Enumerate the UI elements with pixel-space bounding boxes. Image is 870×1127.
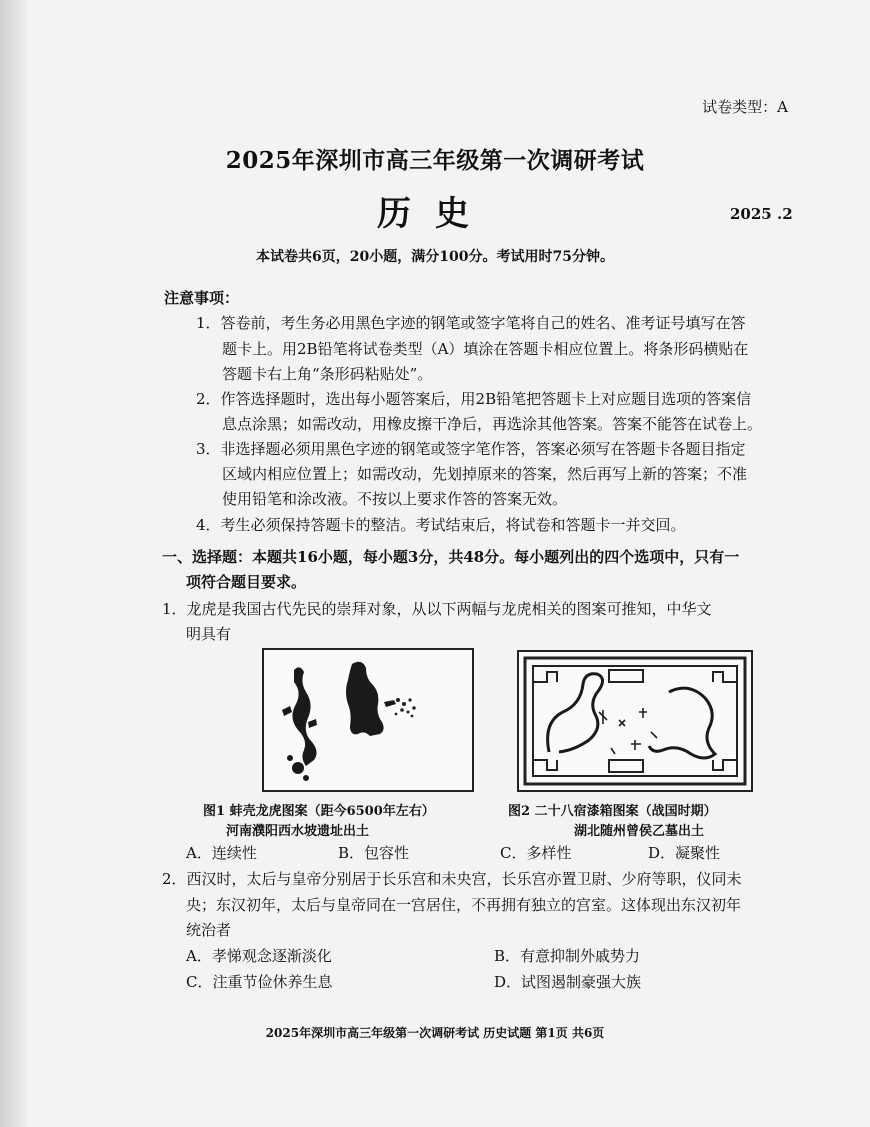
tiger-figure (649, 688, 715, 758)
option-a: A．连续性 (186, 844, 257, 862)
figure-1-source: 河南濮阳西水坡遗址出土 (226, 824, 370, 839)
exam-info: 本试卷共6页，20小题，满分100分。考试用时75分钟。 (256, 249, 614, 265)
option-b: B．包容性 (338, 844, 410, 862)
question-1-stem: 1．龙虎是我国古代先民的崇拜对象，从以下两幅与龙虎相关的图案可推知，中华文 (162, 600, 712, 618)
figure-2-caption: 图2 二十八宿漆箱图案（战国时期） (508, 804, 717, 819)
question-1-stem: 明具有 (186, 625, 232, 643)
option-c: C．多样性 (500, 844, 572, 862)
question-2-stem: 统治者 (186, 921, 232, 939)
notice-line: 题卡上。用2B铅笔将试卷类型（A）填涂在答题卡相应位置上。将条形码横贴在 (222, 340, 749, 358)
option-d: D．试图遏制豪强大族 (494, 973, 642, 991)
notice-line: 区域内相应位置上；如需改动，先划掉原来的答案，然后再写上新的答案；不准 (222, 465, 748, 483)
section-heading: 项符合题目要求。 (186, 573, 307, 591)
subject-title: 历史 (377, 194, 493, 234)
section-heading: 一、选择题：本题共16小题，每小题3分，共48分。每小题列出的四个选项中，只有一 (162, 548, 740, 566)
dragon-shell-pattern (282, 667, 317, 781)
question-2-stem: 央；东汉初年，太后与皇帝同在一宫居住，不再拥有独立的宫室。这体现出东汉初年 (186, 896, 742, 914)
question-2-stem: 2．西汉时，太后与皇帝分别居于长乐宫和未央宫，长乐宫亦置卫尉、少府等职，仪同未 (162, 870, 742, 888)
figure-2-image (517, 650, 753, 792)
shell-scatter (395, 698, 416, 717)
paper-type: 试卷类型：A (702, 98, 788, 116)
dragon-figure (548, 674, 603, 752)
option-a: A．孝悌观念逐渐淡化 (186, 947, 332, 965)
notice-line: 2．作答选择题时，选出每小题答案后，用2B铅笔把答题卡上对应题目选项的答案信 (196, 390, 752, 408)
notice-line: 3．非选择题必须用黑色字迹的钢笔或签字笔作答，答案必须写在答题卡各题目指定 (196, 440, 746, 458)
notice-title: 注意事项： (164, 289, 240, 307)
notice-line: 4．考生必须保持答题卡的整洁。考试结束后，将试卷和答题卡一并交回。 (196, 516, 686, 534)
tiger-shell-pattern (346, 662, 396, 736)
exam-title: 2025年深圳市高三年级第一次调研考试 (225, 147, 645, 174)
page-footer: 2025年深圳市高三年级第一次调研考试 历史试题 第1页 共6页 (265, 1026, 605, 1040)
notice-line: 答题卡右上角“条形码粘贴处”。 (222, 365, 433, 383)
exam-date: 2025 .2 (730, 205, 793, 223)
option-c: C．注重节俭休养生息 (186, 973, 333, 991)
notice-line: 1．答卷前，考生务必用黑色字迹的钢笔或签字笔将自己的姓名、准考证号填写在答 (196, 314, 746, 332)
corner-meanders (533, 672, 737, 770)
option-d: D．凝聚性 (648, 844, 721, 862)
notice-line: 息点涂黑；如需改动，用橡皮擦干净后，再选涂其他答案。答案不能答在试卷上。 (222, 415, 763, 433)
figure-2-source: 湖北随州曾侯乙墓出土 (574, 824, 705, 839)
figure-1-image (262, 648, 474, 792)
figure-1-caption: 图1 蚌壳龙虎图案（距今6500年左右） (203, 804, 435, 819)
notice-line: 使用铅笔和涂改液。不按以上要求作答的答案无效。 (222, 490, 568, 508)
option-b: B．有意抑制外戚势力 (494, 947, 641, 965)
